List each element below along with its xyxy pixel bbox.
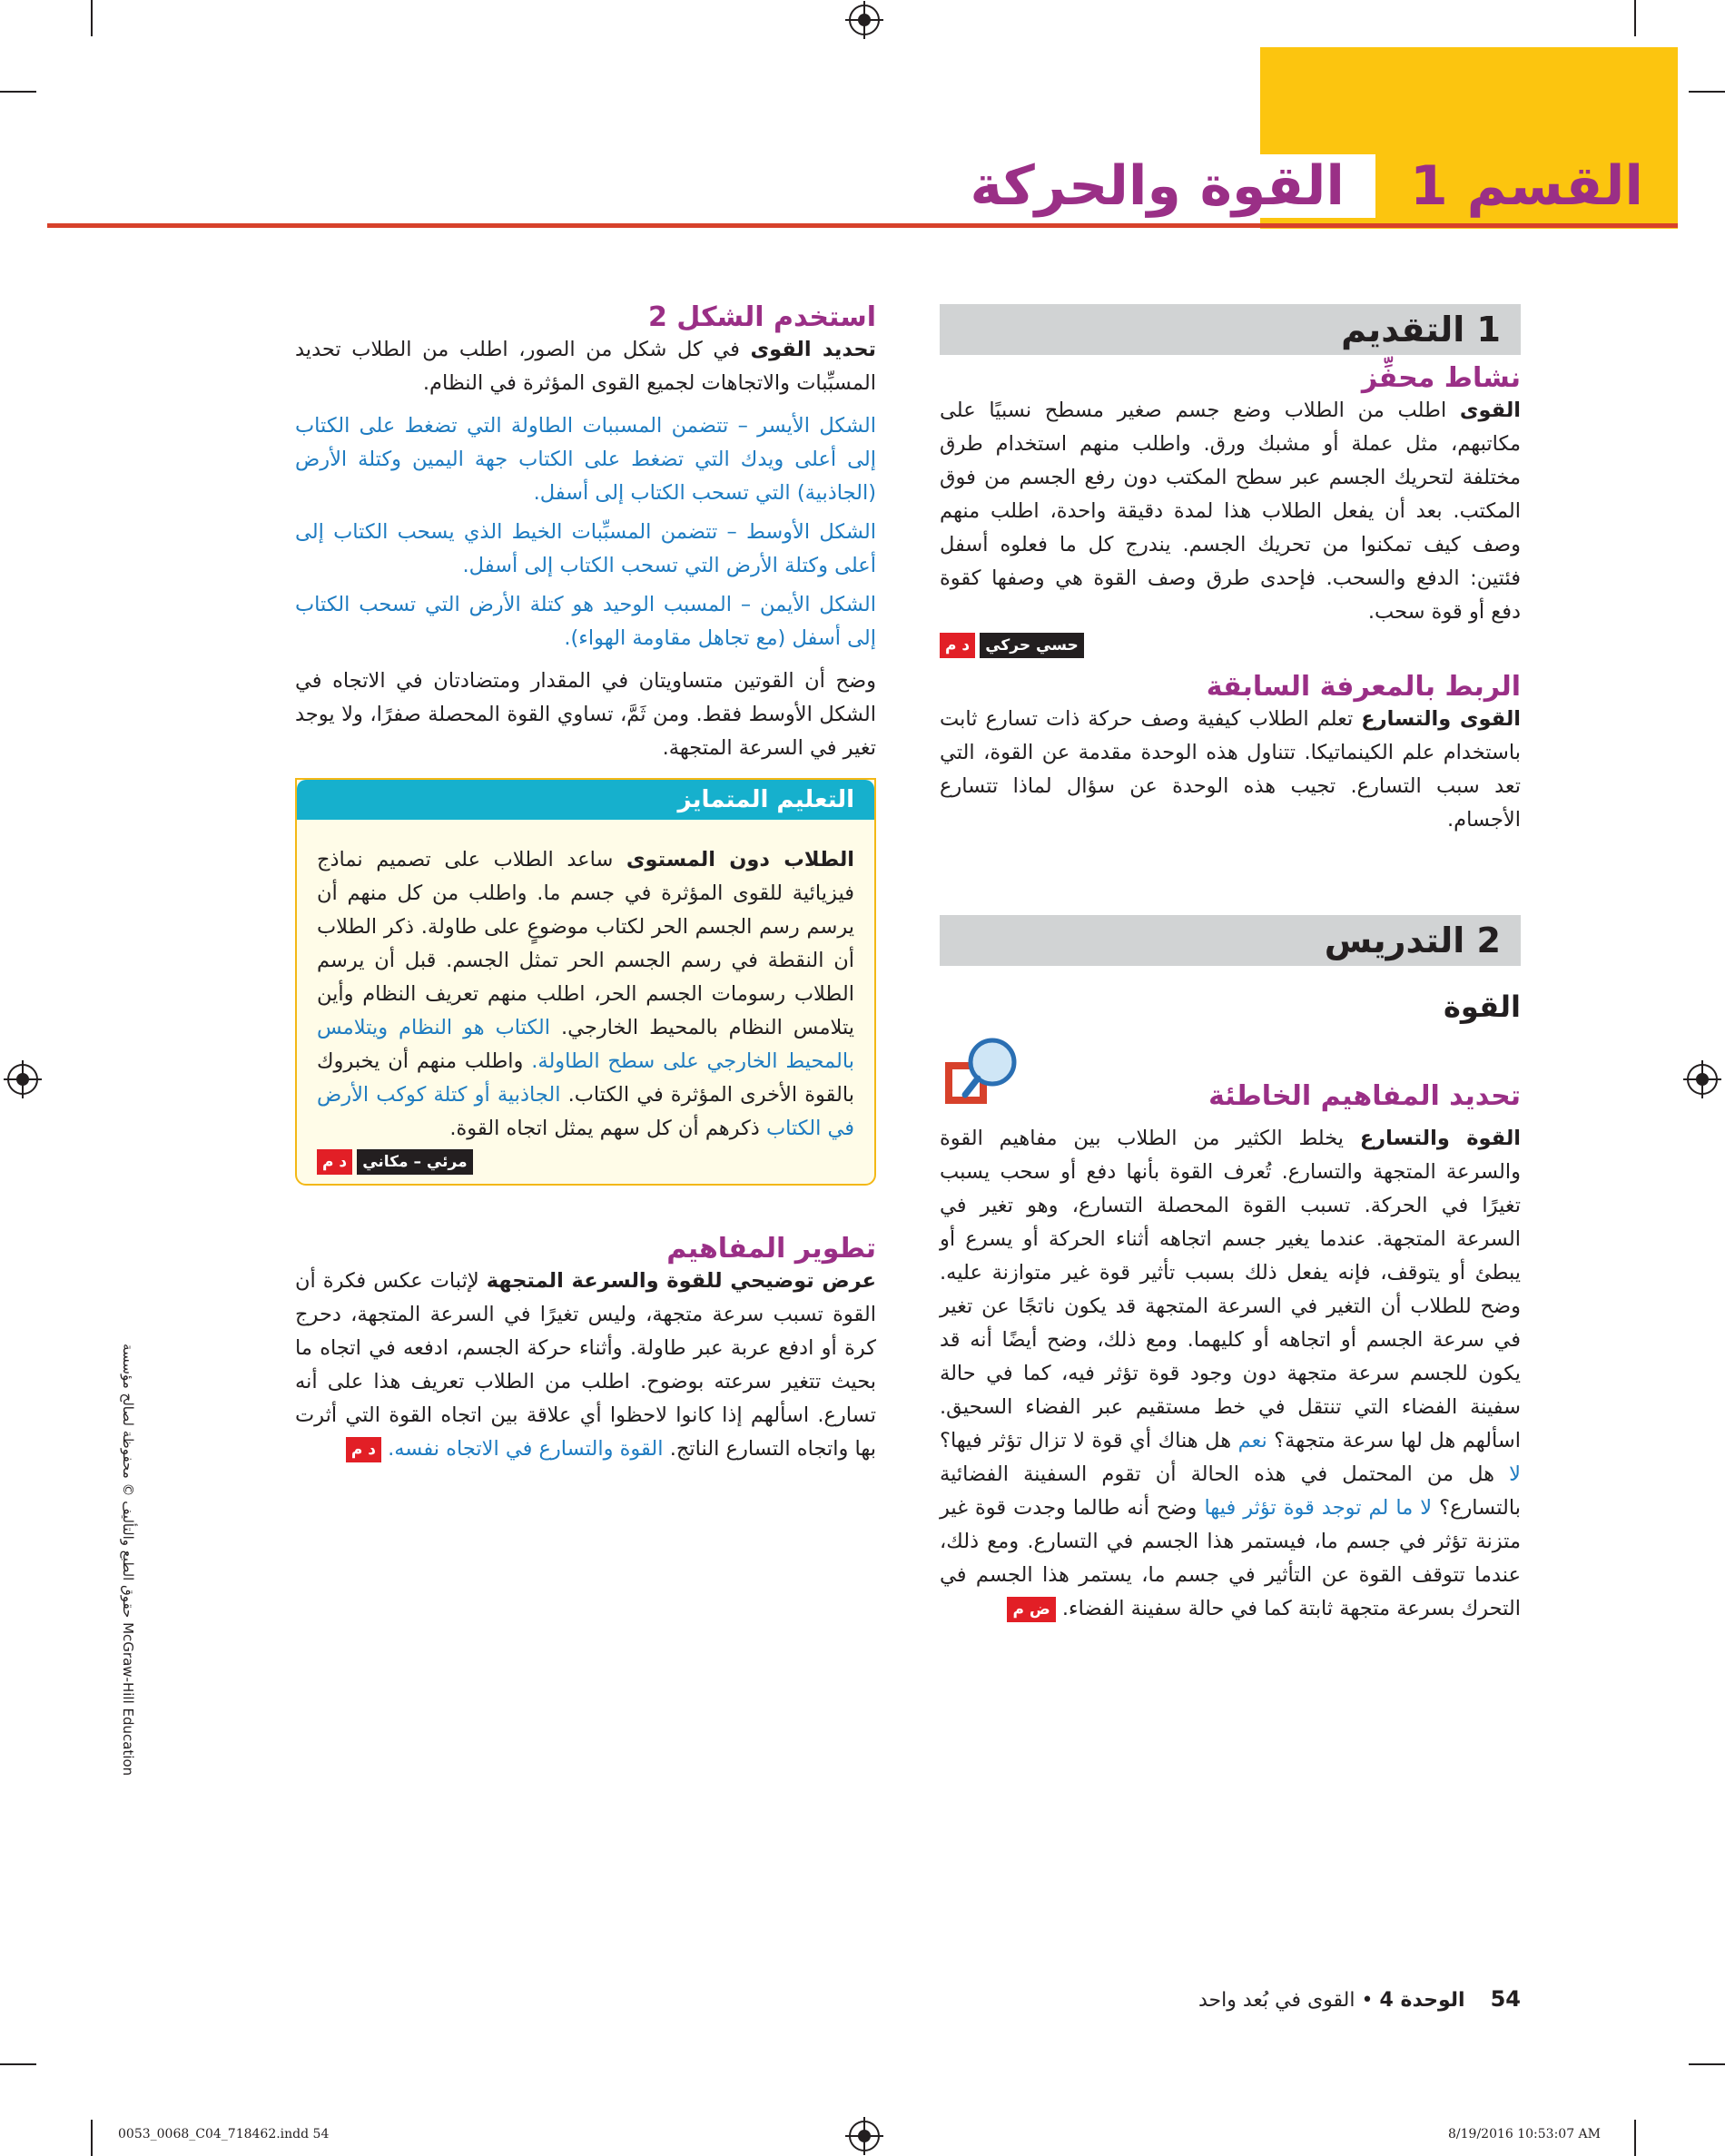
figure2-answer-left: الشكل الأيسر – تتضمن المسببات الطاولة التي تضغط على الكتاب إلى أعلى ويدك التي تضغط على الكتاب جهة اليمين وكتلة الأرض (الجاذبية) التي تسحب الكتاب إلى أسفل. — [295, 414, 876, 505]
figure2-answer-right: الشكل الأيمن – المسبب الوحيد هو كتلة الأرض التي تسحب الكتاب إلى أسفل (مع تجاهل مقاومة الهواء). — [295, 593, 876, 650]
page-footer — [1198, 1986, 1521, 2012]
differentiated-text-1: ساعد الطلاب على تصميم نماذج فيزيائية للقوى المؤثرة في جسم ما. واطلب من كل منهم أن يرسم رسم الجسم الحر لكتاب موضوعٍ على طاولة. ذكر الطلاب أن النقطة في رسم الجسم الحر تمثل الجسم. قبل أن يرسم الطلاب رسومات الجسم الحر، اطلب منهم تعريف النظام وأين يتلامس النظام بالمحيط الخارجي. — [317, 848, 854, 1039]
crop-mark — [1689, 2063, 1725, 2065]
concepts-text: لإثبات عكس فكرة أن القوة تسبب سرعة متجهة، وليس تغيرًا في السرعة المتجهة، دحرج كرة أو ادفع عربة عبر طاولة. وأثناء حركة الجسم، ادفعه في اتجاه ما بحيث تتغير سرعته بوضوح. اطلب من الطلاب تعريف هذا على أنه تسارع. اسألهم إذا كانوا لاحظوا أي علاقة بين اتجاه القوة التي أثرت بها واتجاه التسارع الناتج. — [295, 1269, 876, 1461]
figure2-closing: وضح أن القوتين متساويتان في المقدار ومتضادتان في الاتجاه في الشكل الأوسط فقط. ومن ثَمَّ، تساوي القوة المحصلة صفرًا، ولا يوجد تغير في السرعة المتجهة. — [295, 669, 876, 760]
misconception-text-4: وضح أنه طالما وجدت قوة غير متزنة تؤثر في جسم ما، فيستمر هذا الجسم في التسارع. ومع ذلك، عندما تتوقف القوة عن التأثير في جسم ما، يستمر هذا الجسم في التحرك بسرعة متجهة ثابتة كما في حالة سفينة الفضاء. — [940, 1496, 1521, 1620]
force-subheading: القوة — [1444, 989, 1521, 1024]
concepts-lead: عرض توضيحي للقوة والسرعة المتجهة — [486, 1269, 877, 1293]
differentiated-answer-2: الجاذبية أو كتلة كوكب الأرض في الكتاب — [317, 1083, 854, 1140]
differentiated-text-3: ذكرهم أن كل سهم يمثل اتجاه القوة. — [449, 1117, 760, 1140]
motivate-tags — [940, 633, 1521, 658]
unit-title: القوى في بُعد واحد — [1198, 1989, 1355, 2012]
differentiated-answer-1: الكتاب هو النظام ويتلامس بالمحيط الخارجي على سطح الطاولة. — [317, 1016, 855, 1073]
teach-column — [940, 915, 1521, 1626]
crop-mark — [91, 0, 93, 36]
answer-yes: نعم — [1237, 1429, 1267, 1452]
section-number — [1375, 154, 1678, 218]
figure2-text: في كل شكل من الصور، اطلب من الطلاب تحديد المسبِّبات والاتجاهات لجميع القوى المؤثرة في النظام. — [295, 338, 876, 395]
learning-style-tag: حسي حركي — [980, 633, 1084, 658]
misconception-heading: تحديد المفاهيم الخاطئة — [1208, 1080, 1521, 1112]
motivate-text: اطلب من الطلاب وضع جسم صغير مسطح نسبيًا على مكاتبهم، مثل عملة أو مشبك ورق. واطلب منهم استخدام طرق مختلفة لتحريك الجسم عبر سطح المكتب دون رفع الجسم من فوق المكتب. بعد أن يفعل الطلاب هذا لمدة دقيقة واحدة، اطلب منهم وصف كيف تمكنوا من تحريك الجسم. يندرج كل ما فعلوه أسفل فئتين: الدفع والسحب. فإحدى طرق وصف القوة هي وصفها كقوة دفع أو قوة سحب. — [940, 399, 1521, 624]
differentiation-tag: د م — [346, 1437, 381, 1462]
crop-mark — [0, 91, 36, 93]
misconception-text-3: هل من المحتمل في هذه الحالة أن تقوم السفينة الفضائية بالتسارع؟ — [940, 1462, 1522, 1520]
intro-column — [940, 304, 1521, 837]
figure-column — [295, 301, 876, 1466]
section-title — [943, 150, 1678, 222]
differentiated-body — [297, 820, 874, 1184]
date-slug: 8/19/2016 10:53:07 AM — [1448, 2127, 1602, 2141]
concepts-paragraph — [295, 1265, 876, 1466]
differentiation-tag: د م — [940, 633, 975, 658]
figure2-answer-middle: الشكل الأوسط – تتضمن المسبِّبات الخيط الذي يسحب الكتاب إلى أعلى وكتلة الأرض التي تسحب الكتاب إلى أسفل. — [295, 520, 876, 577]
misconception-text-1: يخلط الكثير من الطلاب بين مفاهيم القوة والسرعة المتجهة والتسارع. تُعرف القوة بأنها دفع أو سحب يسبب تغيرًا في الحركة. تسبب القوة المحصلة التسارع، وهو تغير في السرعة المتجهة. عندما يغير جسم اتجاهه أثناء الحركة أو يسرع أو يبطئ أو يتوقف، فإنه يفعل ذلك بسبب تأثير قوة غير متوازنة عليه. وضح للطلاب أن التغير في السرعة المتجهة قد يكون ناتجًا عن تغير في سرعة الجسم أو اتجاهه أو كليهما. ومع ذلك، وضح أيضًا أنه قد يكون للجسم سرعة متجهة دون وجود قوة تؤثر فيه، كما في حالة سفينة الفضاء التي تنتقل في خط مستقيم عبر الفضاء السحيق. اسألهم هل لها سرعة متجهة؟ — [940, 1127, 1521, 1452]
section-number-value: 1 — [1409, 154, 1448, 218]
prior-knowledge-heading: الربط بالمعرفة السابقة — [1206, 671, 1521, 703]
motivate-lead: القوى — [1459, 399, 1521, 422]
intro-bar-title: التقديم — [1341, 310, 1465, 349]
concepts-heading: تطوير المفاهيم — [666, 1233, 876, 1265]
differentiated-heading: التعليم المتمايز — [297, 780, 874, 820]
crop-mark — [1634, 0, 1636, 36]
differentiated-box — [295, 778, 876, 1186]
differentiation-tag: ض م — [1007, 1597, 1055, 1622]
intro-bar-number: 1 — [1476, 310, 1501, 349]
differentiated-lead: الطلاب دون المستوى — [626, 848, 855, 871]
crop-mark — [1634, 2120, 1636, 2156]
crop-mark — [0, 2063, 36, 2065]
registration-mark-icon — [849, 2121, 880, 2151]
motivate-heading: نشاط محفِّز — [1361, 362, 1521, 394]
answer-no: لا — [1509, 1462, 1521, 1486]
misconception-heading-row — [940, 1075, 1521, 1122]
intro-bar — [940, 304, 1521, 355]
magnifier-icon — [940, 1031, 1023, 1115]
teach-bar-number: 2 — [1476, 920, 1501, 960]
misconception-lead: القوة والتسارع — [1359, 1127, 1521, 1150]
header-rule — [47, 223, 1678, 228]
page-number: 54 — [1490, 1986, 1521, 2012]
section-label: القسم — [1466, 154, 1643, 218]
prior-knowledge-lead: القوى والتسارع — [1361, 707, 1522, 731]
misconception-paragraph — [940, 1122, 1521, 1626]
prior-knowledge-text: تعلم الطلاب كيفية وصف حركة ذات تسارع ثابت باستخدام علم الكينماتيكا. تتناول هذه الوحدة مقدمة عن القوة، التي تعد سبب التسارع. تجيب هذه الوحدة عن سؤال لماذا تتسارع الأجسام. — [940, 707, 1521, 832]
misconception-text-2: هل هناك أي قوة لا تزال تؤثر فيها؟ — [940, 1429, 1232, 1452]
footer-bullet: • — [1361, 1989, 1374, 2012]
copyright-credit: حقوق الطبع والتأليف © محفوظة لصالح مؤسسة McGraw-Hill Education — [120, 1344, 136, 1777]
differentiated-paragraph — [317, 843, 854, 1146]
teach-bar — [940, 915, 1521, 966]
figure2-heading: استخدم الشكل 2 — [647, 301, 876, 333]
answer-no-force: لا ما لم توجد قوة تؤثر فيها — [1204, 1496, 1433, 1520]
section-title-text: القوة والحركة — [943, 154, 1375, 218]
teach-bar-title: التدريس — [1324, 920, 1465, 960]
unit-label: الوحدة 4 — [1379, 1989, 1465, 2012]
figure2-paragraph — [295, 333, 876, 400]
motivate-paragraph — [940, 394, 1521, 629]
registration-mark-icon — [7, 1064, 38, 1095]
learning-style-tag: مرئي – مكاني — [357, 1149, 472, 1175]
differentiated-tags — [317, 1149, 854, 1175]
figure2-lead: تحديد القوى — [750, 338, 876, 361]
prior-knowledge-paragraph — [940, 703, 1521, 837]
registration-mark-icon — [1687, 1064, 1718, 1095]
differentiated-text-2: واطلب منهم أن يخبروك بالقوة الأخرى المؤثرة في الكتاب. — [317, 1049, 854, 1107]
crop-mark — [91, 2120, 93, 2156]
file-slug: 0053_0068_C04_718462.indd 54 — [118, 2127, 330, 2141]
differentiation-tag: د م — [317, 1149, 352, 1175]
concepts-answer: القوة والتسارع في الاتجاه نفسه. — [388, 1437, 664, 1461]
crop-mark — [1689, 91, 1725, 93]
registration-mark-icon — [849, 5, 880, 35]
